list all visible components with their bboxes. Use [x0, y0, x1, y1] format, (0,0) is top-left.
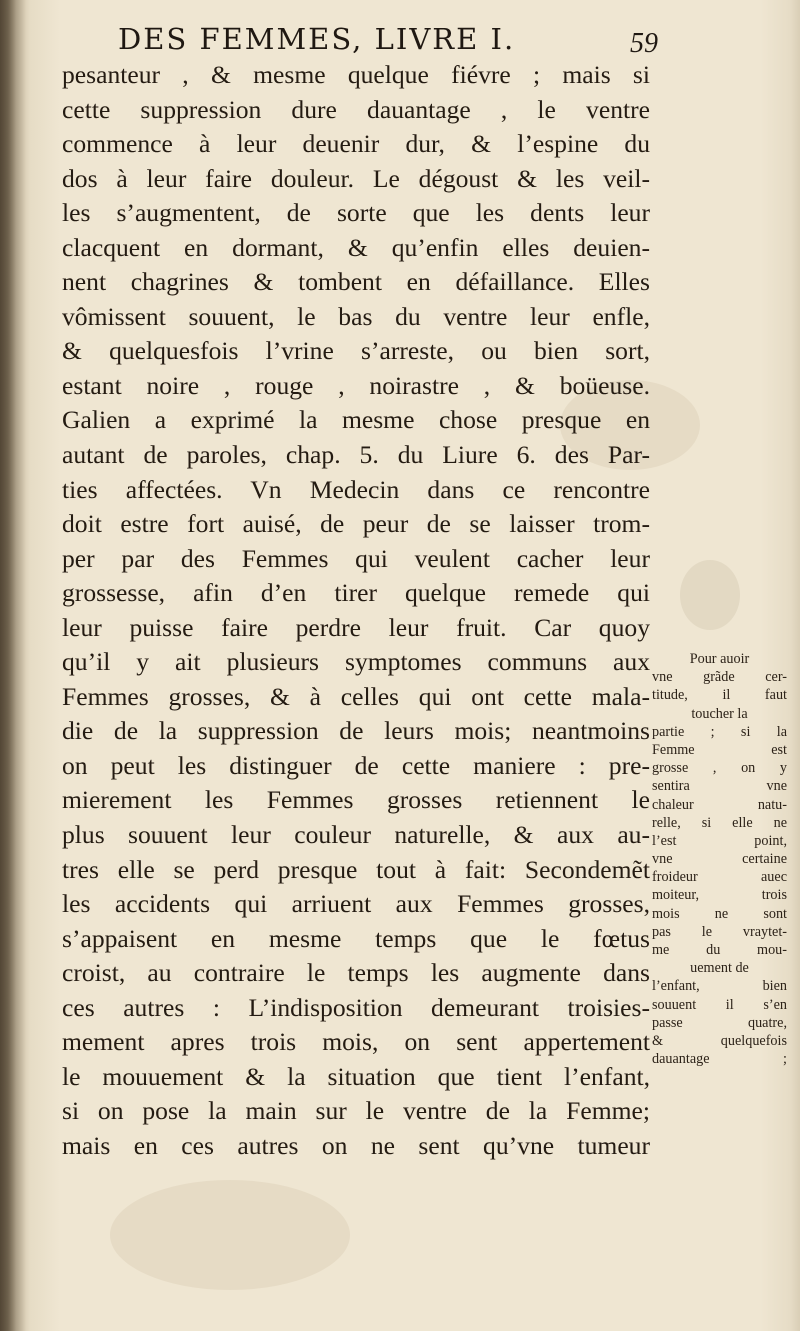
text-line: qu’il y ait plusieurs symptomes communs aux	[62, 647, 650, 677]
margin-note-line: chaleur natu-	[652, 796, 787, 813]
text-line: on peut les distinguer de cette maniere : pre-	[62, 750, 650, 780]
paper-stain	[680, 560, 740, 630]
text-line: doit estre fort auisé, de peur de se laisser trom-	[62, 509, 650, 539]
text-line: nent chagrines & tombent en défaillance. Elles	[62, 267, 650, 297]
margin-note-line: sentira vne	[652, 778, 787, 795]
page-header	[118, 22, 658, 62]
margin-note	[652, 650, 787, 1068]
text-line: mais en ces autres on ne sent qu’vne tumeur	[62, 1130, 650, 1160]
text-line: estant noire , rouge , noirastre , & boüeuse.	[62, 370, 650, 400]
text-line: croist, au contraire le temps les augmente dans	[62, 958, 650, 988]
text-line: die de la suppression de leurs mois; neantmoins	[62, 716, 650, 746]
margin-note-line: mois ne sont	[652, 905, 787, 922]
margin-note-line: me du mou-	[652, 942, 787, 958]
text-line: mierement les Femmes grosses retiennent le	[62, 785, 650, 815]
main-text-column	[62, 58, 650, 1164]
margin-note-line: partie ; si la	[652, 723, 787, 740]
text-line: tres elle se perd presque tout à fait: Secondemẽt	[62, 854, 650, 884]
text-line: grossesse, afin d’en tirer quelque remede qui	[62, 578, 650, 608]
text-line: per par des Femmes qui veulent cacher leur	[62, 543, 650, 573]
text-line: pesanteur , & mesme quelque fiévre ; mais si	[62, 60, 650, 89]
text-line: & quelquesfois l’vrine s’arreste, ou bien sort,	[62, 336, 650, 366]
margin-note-line: uement de	[690, 960, 749, 977]
margin-note-line: relle, si elle ne	[652, 814, 787, 831]
text-line: commence à leur deuenir dur, & l’espine du	[62, 129, 650, 159]
margin-note-line: l’est point,	[652, 832, 787, 849]
running-head: DES FEMMES, LIVRE I.	[118, 22, 516, 56]
margin-note-line: vne grãde cer-	[652, 669, 787, 686]
page-number: 59	[630, 28, 658, 59]
text-line: autant de paroles, chap. 5. du Liure 6. des Par-	[62, 440, 650, 470]
margin-note-line: toucher la	[691, 705, 748, 722]
margin-note-line: titude, il faut	[652, 687, 787, 704]
margin-note-line: moiteur, trois	[652, 887, 787, 904]
margin-note-line: passe quatre,	[652, 1014, 787, 1031]
margin-note-line: dauantage ;	[652, 1051, 787, 1068]
text-line: si on pose la main sur le ventre de la Femme;	[62, 1096, 650, 1126]
text-line: leur puisse faire perdre leur fruit. Car quoy	[62, 612, 650, 642]
text-line: clacquent en dormant, & qu’enfin elles deuien-	[62, 232, 650, 262]
margin-note-line: pas le vraytet-	[652, 923, 787, 940]
text-line: ces autres : L’indisposition demeurant troisies-	[62, 992, 650, 1022]
margin-note-line: Pour auoir	[689, 651, 750, 667]
spine-shadow	[0, 0, 26, 1331]
paper-stain	[110, 1180, 350, 1290]
text-line: ties affectées. Vn Medecin dans ce rencontre	[62, 474, 650, 504]
margin-note-line: Femme est	[652, 741, 787, 758]
text-line: Galien a exprimé la mesme chose presque en	[62, 405, 650, 435]
margin-note-line: froideur auec	[652, 869, 787, 886]
text-line: Femmes grosses, & à celles qui ont cette mala-	[62, 681, 650, 711]
text-line: mement apres trois mois, on sent appertement	[62, 1027, 650, 1057]
text-line: s’appaisent en mesme temps que le fœtus	[62, 923, 650, 953]
text-line: les s’augmentent, de sorte que les dents leur	[62, 198, 650, 228]
text-line: vômissent souuent, le bas du ventre leur enfle,	[62, 301, 650, 331]
margin-note-line: & quelquefois	[652, 1032, 787, 1049]
margin-note-line: l’enfant, bien	[652, 978, 787, 995]
text-line: les accidents qui arriuent aux Femmes grosses,	[62, 889, 650, 919]
margin-note-line: vne certaine	[652, 851, 787, 868]
text-line: dos à leur faire douleur. Le dégoust & les veil-	[62, 163, 650, 193]
text-line: cette suppression dure dauantage , le ventre	[62, 94, 650, 124]
margin-note-line: grosse , on y	[652, 760, 787, 777]
text-line: le mouuement & la situation que tient l’enfant,	[62, 1061, 650, 1091]
text-line: plus souuent leur couleur naturelle, & aux au-	[62, 820, 650, 850]
margin-note-line: souuent il s’en	[652, 996, 787, 1013]
